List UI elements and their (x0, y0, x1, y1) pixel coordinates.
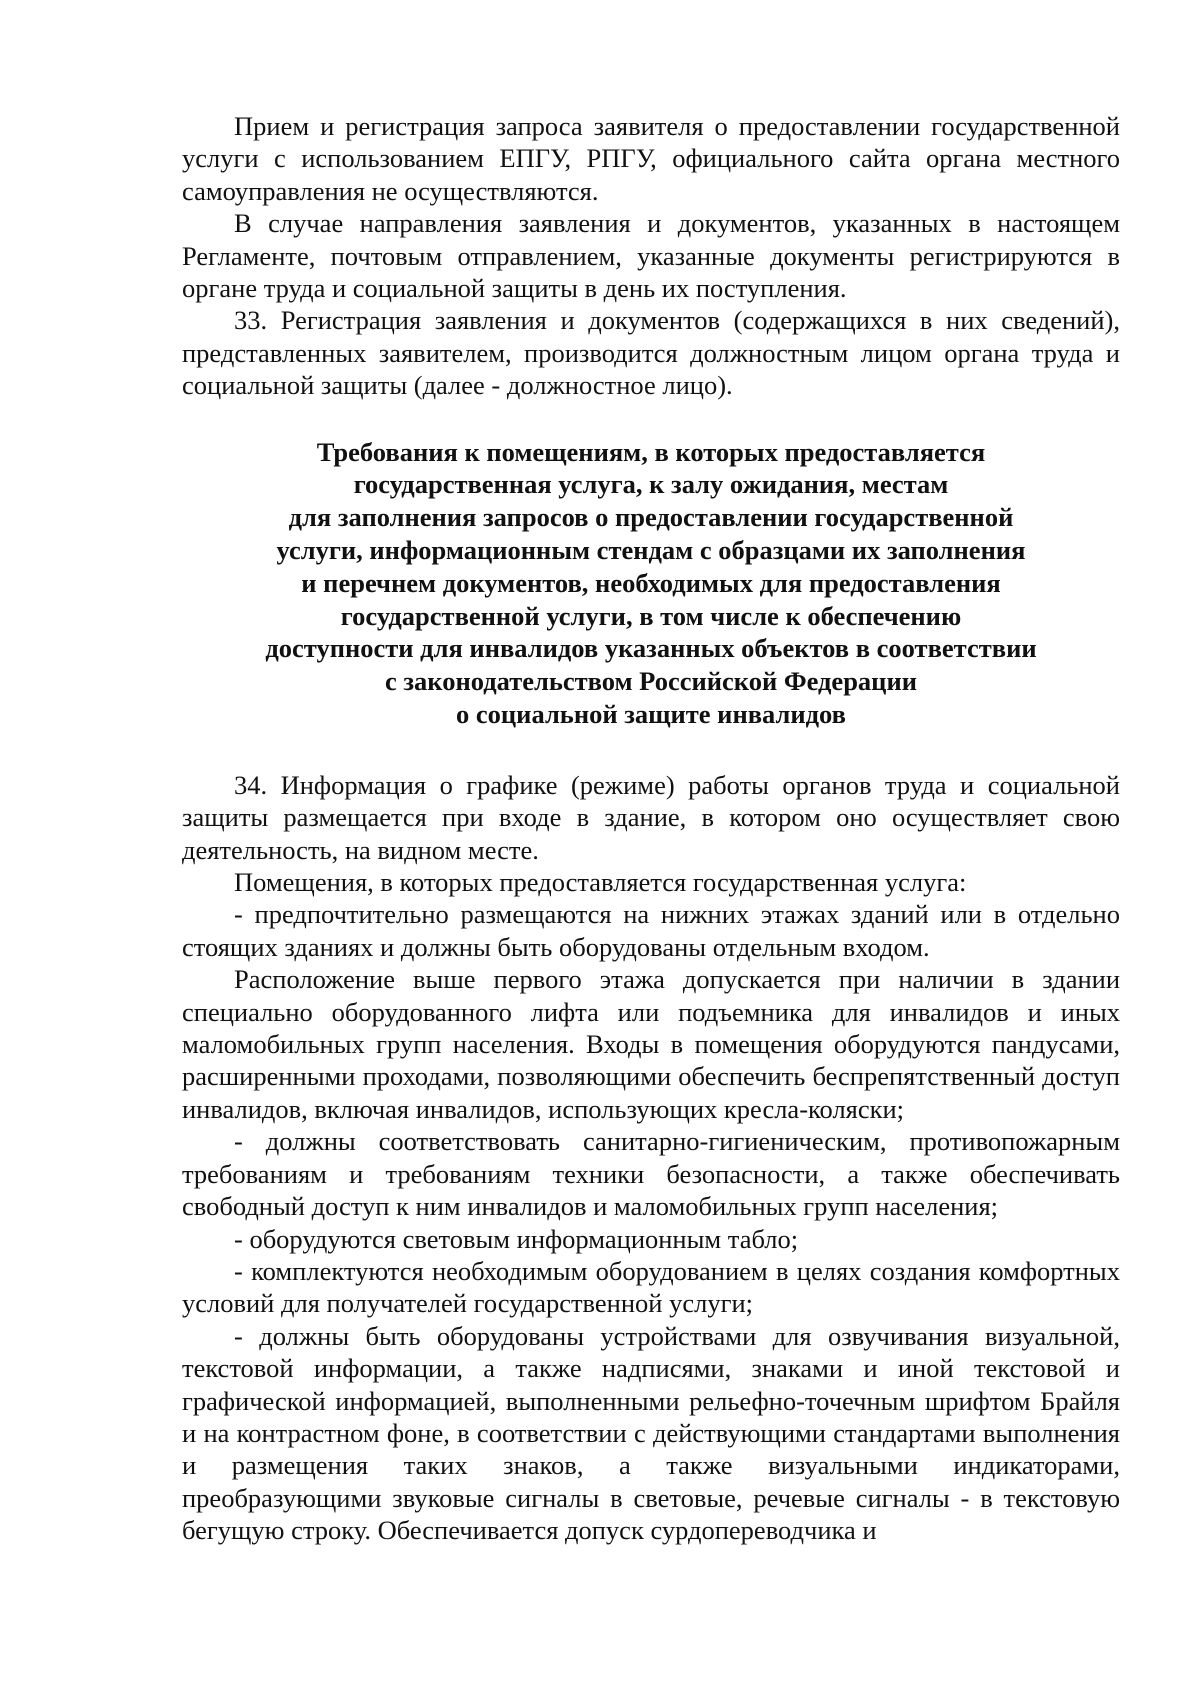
heading-line: и перечнем документов, необходимых для предоставления (301, 567, 1001, 598)
heading-line: о социальной защите инвалидов (456, 699, 846, 730)
document-page (182, 110, 1120, 1547)
paragraph-34: 34. Информация о графике (режиме) работы органов труда и социальной защиты размещается при входе в здание, в котором оно осуществляет свою деятельность, на видном месте. (182, 769, 1120, 865)
list-item-voicing-devices: - должны быть оборудованы устройствами для озвучивания визуальной, текстовой информации, а также надписями, знаками и иной текстовой и графической информацией, выполненными рельефно-точечным шрифтом Брайля и на контрастном фоне, в соответствии с действующими стандартами выполнения и размещения таких знаков, а также визуальными индикаторами, преобразующими звуковые сигналы в световые, речевые сигналы - в текстовую бегущую строку. Обеспечивается допуск сурдопереводчика и (182, 1320, 1120, 1546)
heading-line: доступности для инвалидов указанных объектов в соответствии (265, 633, 1037, 664)
paragraph-premises-intro: Помещения, в которых предоставляется государственная услуга: (234, 867, 967, 898)
heading-line: услуги, информационным стендам с образцами их заполнения (276, 535, 1026, 566)
section-heading (182, 436, 1120, 731)
heading-line: для заполнения запросов о предоставлении государственной (288, 502, 1014, 533)
list-item-light-board: - оборудуются световым информационным табло; (234, 1223, 799, 1254)
list-item-sanitary-requirements: - должны соответствовать санитарно-гигиеническим, противопожарным требованиям и требованиям техники безопасности, а также обеспечивать свободный доступ к ним инвалидов и маломобильных групп населения; (182, 1126, 1120, 1222)
paragraph-postal-registration: В случае направления заявления и документов, указанных в настоящем Регламенте, почтовым отправлением, указанные документы регистрируются в органе труда и социальной защиты в день их поступления. (182, 208, 1120, 304)
paragraph-registration-not-performed: Прием и регистрация запроса заявителя о предоставлении государственной услуги с использованием ЕПГУ, РПГУ, официального сайта органа местного самоуправления не осуществляются. (182, 111, 1120, 206)
heading-line: с законодательством Российской Федерации (385, 666, 917, 697)
heading-line: Требования к помещениям, в которых предоставляется (316, 436, 986, 467)
paragraph-33: 33. Регистрация заявления и документов (содержащихся в них сведений), представленных заявителем, производится должностным лицом органа труда и социальной защиты (далее - должностное лицо). (182, 305, 1120, 401)
paragraph-upper-floor-access: Расположение выше первого этажа допускается при наличии в здании специально оборудованного лифта или подъемника для инвалидов и иных маломобильных групп населения. Входы в помещения оборудуются пандусами, расширенными проходами, позволяющими обеспечить беспрепятственный доступ инвалидов, включая инвалидов, использующих кресла-коляски; (182, 964, 1120, 1124)
heading-line: государственной услуги, в том числе к обеспечению (340, 600, 962, 631)
list-item-lower-floors: - предпочтительно размещаются на нижних этажах зданий или в отдельно стоящих зданиях и должны быть оборудованы отдельным входом. (182, 899, 1120, 962)
list-item-equipment: - комплектуются необходимым оборудованием в целях создания комфортных условий для получателей государственной услуги; (182, 1255, 1120, 1319)
heading-line: государственная услуга, к залу ожидания, местам (353, 469, 949, 500)
